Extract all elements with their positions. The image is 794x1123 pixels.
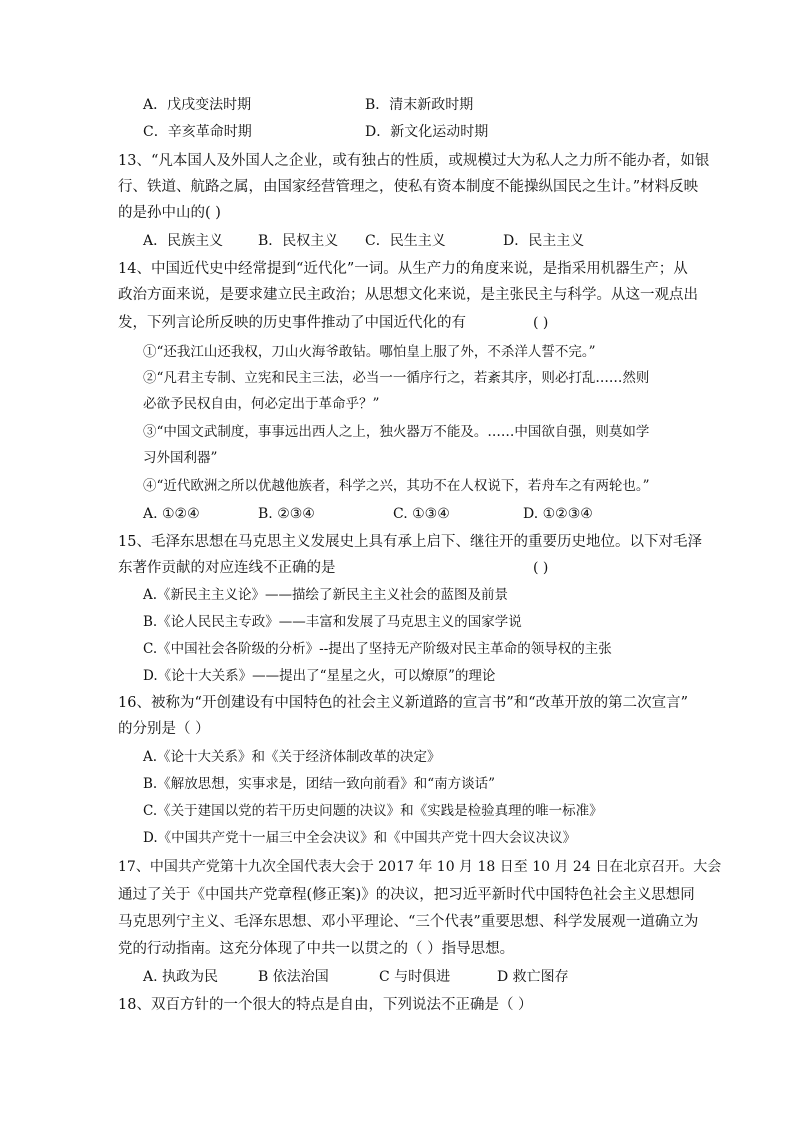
q13-option-d[interactable]: D．民主主义 — [503, 233, 585, 249]
q16-option-b[interactable]: B.《解放思想，实事求是，团结一致向前看》和“南方谈话” — [143, 776, 496, 792]
q14-line-1: 14、中国近代史中经常提到“近代化”一词。从生产力的角度来说，是指采用机器生产；从 — [118, 261, 688, 277]
q14-item-2-line-1: ②“凡君主专制、立宪和民主三法，必当一一循序行之，若紊其序，则必打乱……然则 — [143, 370, 650, 386]
q16-line-1: 16、被称为“开创建设有中国特色的社会主义新道路的宣言书”和“改革开放的第二次宣言” — [118, 695, 689, 711]
q13-line-1: 13、“凡本国人及外国人之企业，或有独占的性质，或规模过大为私人之力所不能办者，如银 — [118, 153, 710, 169]
q15-option-d[interactable]: D.《论十大关系》——提出了“星星之火，可以燎原”的理论 — [143, 668, 496, 684]
q15-option-a[interactable]: A.《新民主主义论》——描绘了新民主主义社会的蓝图及前景 — [143, 587, 509, 603]
q16-line-2: 的分别是（ ） — [118, 721, 210, 737]
q14-option-c[interactable]: C. ①③④ — [393, 506, 450, 522]
q12-option-c[interactable]: C．辛亥革命时期 — [143, 124, 252, 140]
q14-option-b[interactable]: B. ②③④ — [258, 506, 315, 522]
q17-option-d[interactable]: D 救亡图存 — [497, 969, 569, 985]
q14-line-3: 发，下列言论所反映的历史事件推动了中国近代化的有 — [118, 315, 466, 331]
q13-option-a[interactable]: A．民族主义 — [143, 233, 224, 249]
q14-item-3-line-1: ③“中国文武制度，事事远出西人之上，独火器万不能及。……中国欲自强，则莫如学 — [143, 424, 650, 440]
q14-answer-paren[interactable]: ( ) — [533, 315, 549, 331]
q13-line-2: 行、铁道、航路之属，由国家经营管理之，使私有资本制度不能操纵国民之生计。”材料反映 — [118, 179, 699, 195]
q16-option-c[interactable]: C.《关于建国以党的若干历史问题的决议》和《实践是检验真理的唯一标准》 — [143, 803, 603, 819]
q17-line-4: 党的行动指南。这充分体现了中共一以贯之的（ ）指导思想。 — [118, 941, 515, 957]
q17-line-1: 17、中国共产党第十九次全国代表大会于 2017 年 10 月 18 日至 10 月 24 日在北京召开。大会 — [118, 859, 722, 875]
q14-line-2: 政治方面来说，是要求建立民主政治；从思想文化来说，是主张民主与科学。从这一观点出 — [118, 287, 698, 303]
q12-option-b[interactable]: B．清末新政时期 — [365, 97, 474, 113]
q14-option-a[interactable]: A. ①②④ — [143, 506, 200, 522]
q15-answer-paren[interactable]: ( ) — [533, 560, 549, 576]
q17-option-b[interactable]: B 依法治国 — [258, 969, 329, 985]
q14-item-3-line-2: 习外国利器” — [143, 450, 218, 466]
q14-item-1: ①“还我江山还我权，刀山火海爷敢钻。哪怕皇上服了外，不杀洋人誓不完。” — [143, 344, 596, 360]
q16-option-d[interactable]: D.《中国共产党十一届三中全会决议》和《中国共产党十四大会议决议》 — [143, 830, 577, 846]
q16-option-a[interactable]: A.《论十大关系》和《关于经济体制改革的决定》 — [143, 749, 441, 765]
q17-line-2: 通过了关于《中国共产党章程(修正案)》的决议，把习近平新时代中国特色社会主义思想同 — [118, 887, 695, 903]
q12-option-a[interactable]: A．戊戌变法时期 — [143, 97, 252, 113]
q17-option-a[interactable]: A. 执政为民 — [143, 969, 219, 985]
q14-item-2-line-2: 必欲予民权自由，何必定出于革命乎？” — [143, 396, 380, 412]
q13-option-b[interactable]: B．民权主义 — [258, 233, 339, 249]
q15-line-1: 15、毛泽东思想在马克思主义发展史上具有承上启下、继往开的重要历史地位。以下对毛泽 — [118, 534, 702, 550]
q13-line-3: 的是孙中山的( ) — [118, 205, 221, 221]
q14-option-d[interactable]: D. ①②③④ — [523, 506, 593, 522]
q17-option-c[interactable]: C 与时俱进 — [379, 969, 451, 985]
q17-line-3: 马克思列宁主义、毛泽东思想、邓小平理论、“三个代表”重要思想、科学发展观一道确立为 — [118, 914, 699, 930]
q12-option-d[interactable]: D．新文化运动时期 — [365, 124, 489, 140]
q15-option-c[interactable]: C.《中国社会各阶级的分析》--提出了坚持无产阶级对民主革命的领导权的主张 — [143, 641, 612, 657]
q15-option-b[interactable]: B.《论人民民主专政》——丰富和发展了马克思主义的国家学说 — [143, 614, 522, 630]
q13-option-c[interactable]: C．民生主义 — [365, 233, 446, 249]
q15-line-2: 东著作贡献的对应连线不正确的是 — [118, 560, 336, 576]
q14-item-4: ④“近代欧洲之所以优越他族者，科学之兴，其功不在人权说下，若舟车之有两轮也。” — [143, 478, 650, 494]
q18-line-1: 18、双百方针的一个很大的特点是自由，下列说法不正确是（ ） — [118, 997, 533, 1013]
